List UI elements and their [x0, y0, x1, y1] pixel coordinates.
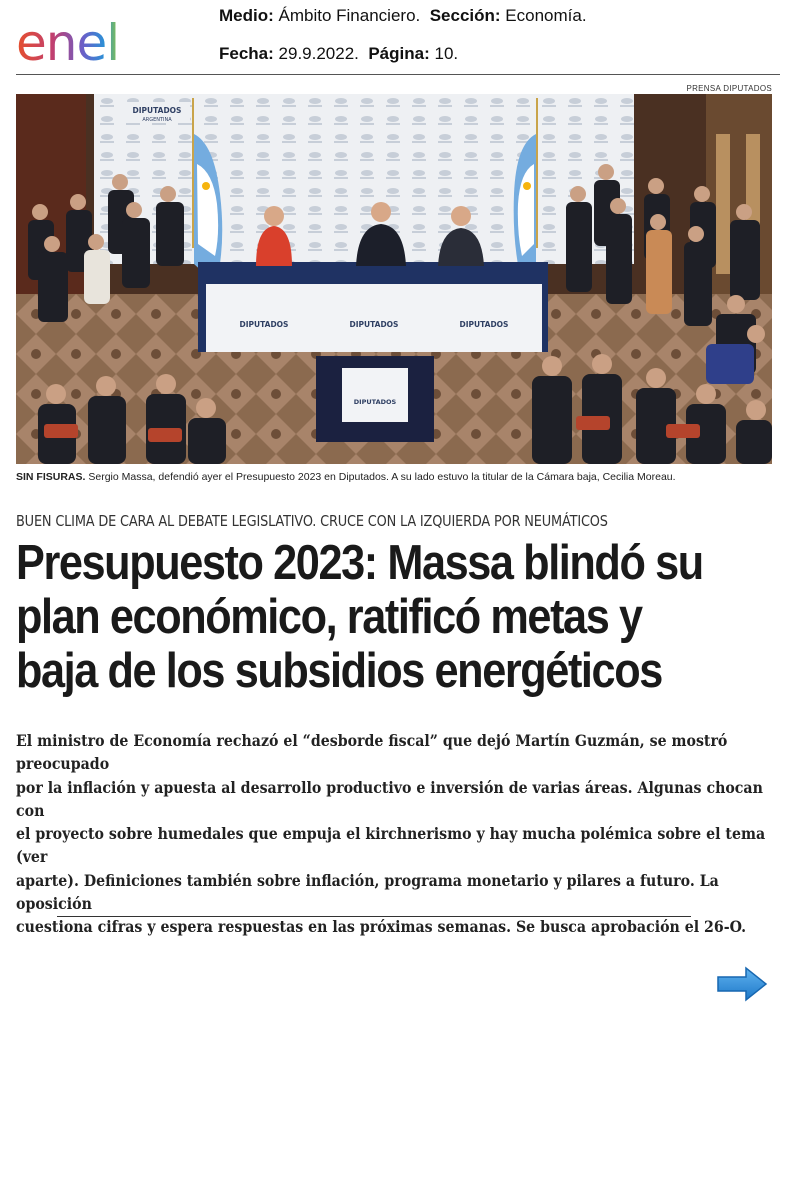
lead-line: El ministro de Economía rechazó el “desborde fiscal” que dejó Martín Guzmán, se mostró preocupado: [16, 731, 728, 774]
medio-value: Ámbito Financiero.: [278, 6, 421, 25]
article-headline: [16, 536, 775, 698]
pagina-label: Página:: [368, 44, 430, 63]
fecha-value: 29.9.2022.: [278, 44, 359, 63]
headline-line: plan económico, ratificó metas y: [16, 590, 642, 644]
seccion-label: Sección:: [429, 6, 501, 25]
seccion-value: Economía.: [505, 6, 587, 25]
lead-line: cuestiona cifras y espera respuestas en las próximas semanas. Se busca aprobación el 26-O.: [16, 917, 747, 937]
podium-logo: DIPUTADOS: [353, 398, 397, 406]
pagina-value: 10.: [434, 44, 459, 63]
headline-line: Presupuesto 2023: Massa blindó su: [16, 536, 703, 590]
fecha-label: Fecha:: [219, 44, 274, 63]
table-logo-2: DIPUTADOS: [349, 320, 399, 329]
backdrop-logo-text: DIPUTADOS: [132, 106, 182, 115]
logo-wordmark: enel: [16, 14, 120, 68]
date-line: [219, 44, 458, 64]
footer-divider: [57, 916, 691, 917]
medio-label: Medio:: [219, 6, 274, 25]
table-logo-1: DIPUTADOS: [239, 320, 289, 329]
backdrop-logo-subtext: ARGENTINA: [142, 117, 172, 123]
lead-line: el proyecto sobre humedales que empuja el kirchnerismo y hay mucha polémica sobre el tema (ver: [16, 824, 766, 867]
lead-line: por la inflación y apuesta al desarrollo productivo e inversión de varias áreas. Algunas chocan con: [16, 777, 763, 820]
table-logo-3: DIPUTADOS: [459, 320, 509, 329]
article-lead: [16, 729, 768, 939]
caption-lead: SIN FISURAS.: [16, 471, 86, 483]
article-photo: [16, 94, 772, 464]
enel-logo: [16, 8, 168, 68]
caption-text: Sergio Massa, defendió ayer el Presupuesto 2023 en Diputados. A su lado estuvo la titular de la Cámara baja, Cecilia Moreau.: [85, 471, 676, 483]
photo-credit: PRENSA DIPUTADOS: [686, 84, 772, 93]
article-kicker: BUEN CLIMA DE CARA AL DEBATE LEGISLATIVO. CRUCE CON LA IZQUIERDA POR NEUMÁTICOS: [16, 512, 608, 530]
right-arrow-icon[interactable]: [716, 966, 768, 1002]
source-line: [219, 6, 587, 26]
header-divider: [16, 74, 780, 75]
photo-caption: [16, 471, 776, 483]
headline-line: baja de los subsidios energéticos: [16, 644, 662, 698]
lead-line: aparte). Definiciones también sobre inflación, programa monetario y pilares a futuro. La oposición: [16, 870, 719, 914]
